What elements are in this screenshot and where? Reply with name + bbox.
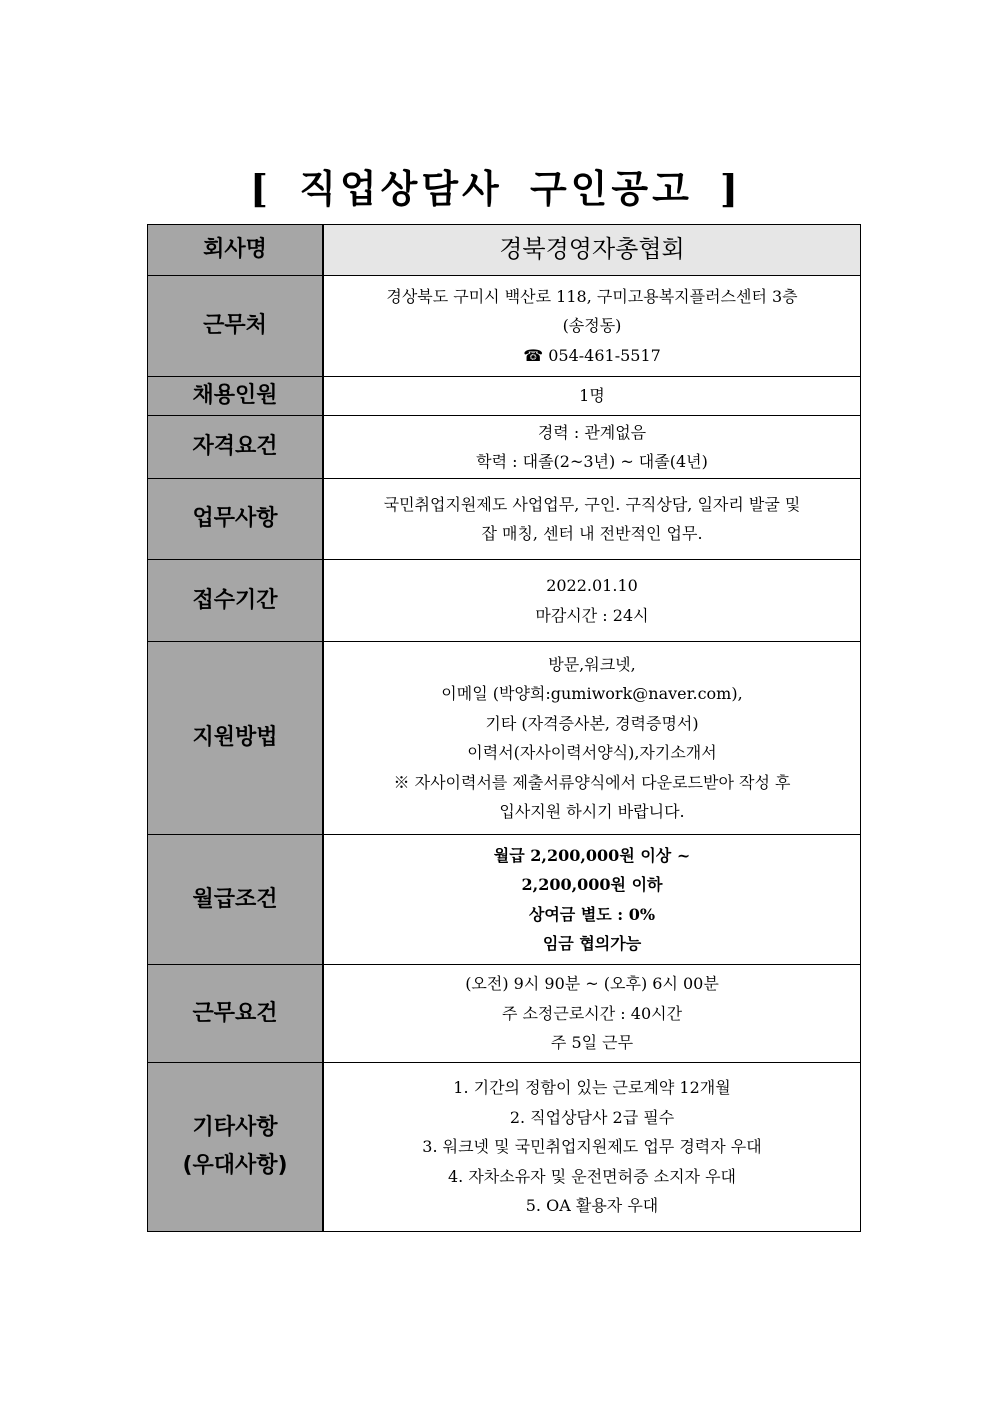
qualification-line: 경력 : 관계없음	[537, 422, 647, 442]
etc-row	[148, 1063, 861, 1232]
method-note: 입사지원 하시기 바랍니다.	[499, 802, 685, 821]
qualification-line: 학력 : 대졸(2~3년) ~ 대졸(4년)	[476, 452, 708, 471]
salary-value	[323, 835, 861, 965]
workplace-dong: (송정동)	[562, 316, 622, 336]
period-label: 접수기간	[148, 560, 324, 642]
method-email: 이메일 (박양희:gumiwork@naver.com),	[441, 684, 743, 703]
duties-value	[323, 479, 861, 560]
etc-label-line: 기타사항	[192, 1115, 278, 1140]
company-value: 경북경영자총협회	[323, 225, 861, 276]
duties-line: 잡 매칭, 센터 내 전반적인 업무.	[481, 524, 703, 543]
salary-line: 2,200,000원 이하	[521, 875, 663, 894]
method-line: 기타 (자격증사본, 경력증명서)	[485, 713, 699, 733]
qualifications-row	[148, 416, 861, 479]
conditions-label: 근무요건	[148, 965, 324, 1063]
etc-label-line: (우대사항)	[182, 1153, 288, 1178]
period-row	[148, 560, 861, 642]
job-notice-table	[147, 224, 861, 1232]
salary-line: 월급 2,200,000원 이상 ~	[493, 845, 691, 865]
conditions-line: 주 소정근로시간 : 40시간	[501, 1003, 683, 1023]
etc-line: 1. 기간의 정함이 있는 근로계약 12개월	[453, 1078, 731, 1098]
workplace-phone: ☎ 054-461-5517	[523, 345, 661, 365]
salary-line: 임금 협의가능	[542, 934, 642, 953]
headcount-label: 채용인원	[148, 377, 324, 416]
company-label: 회사명	[148, 225, 324, 276]
qualifications-label: 자격요건	[148, 416, 324, 479]
method-value	[323, 642, 861, 835]
salary-row	[148, 835, 861, 965]
workplace-row	[148, 276, 861, 377]
method-note: ※ 자사이력서를 제출서류양식에서 다운로드받아 작성 후	[393, 772, 791, 792]
period-value	[323, 560, 861, 642]
workplace-label: 근무처	[148, 276, 324, 377]
conditions-value	[323, 965, 861, 1063]
qualifications-value	[323, 416, 861, 479]
period-deadline: 마감시간 : 24시	[535, 605, 649, 625]
method-line: 이력서(자사이력서양식),자기소개서	[467, 743, 717, 762]
period-date: 2022.01.10	[546, 576, 638, 595]
conditions-line: 주 5일 근무	[550, 1033, 634, 1053]
workplace-address: 경상북도 구미시 백산로 118, 구미고용복지플러스센터 3층	[386, 286, 798, 306]
duties-row	[148, 479, 861, 560]
headcount-value: 1명	[323, 377, 861, 416]
method-row	[148, 642, 861, 835]
etc-value	[323, 1063, 861, 1232]
duties-line: 국민취업지원제도 사업업무, 구인. 구직상담, 일자리 발굴 및	[383, 494, 801, 514]
salary-label: 월급조건	[148, 835, 324, 965]
workplace-value	[323, 276, 861, 377]
etc-line: 2. 직업상담사 2급 필수	[509, 1107, 675, 1127]
page-title: [ 직업상담사 구인공고 ]	[249, 166, 743, 211]
conditions-row	[148, 965, 861, 1063]
salary-line: 상여금 별도 : 0%	[528, 904, 656, 924]
method-line: 방문,워크넷,	[548, 654, 636, 674]
conditions-line: (오전) 9시 90분 ~ (오후) 6시 00분	[465, 974, 719, 994]
duties-label: 업무사항	[148, 479, 324, 560]
method-label: 지원방법	[148, 642, 324, 835]
etc-line: 3. 워크넷 및 국민취업지원제도 업무 경력자 우대	[422, 1137, 762, 1157]
etc-line: 5. OA 활용자 우대	[525, 1196, 659, 1216]
etc-label	[148, 1063, 324, 1232]
headcount-row	[148, 377, 861, 416]
company-row	[148, 225, 861, 276]
etc-line: 4. 자차소유자 및 운전면허증 소지자 우대	[448, 1166, 736, 1186]
